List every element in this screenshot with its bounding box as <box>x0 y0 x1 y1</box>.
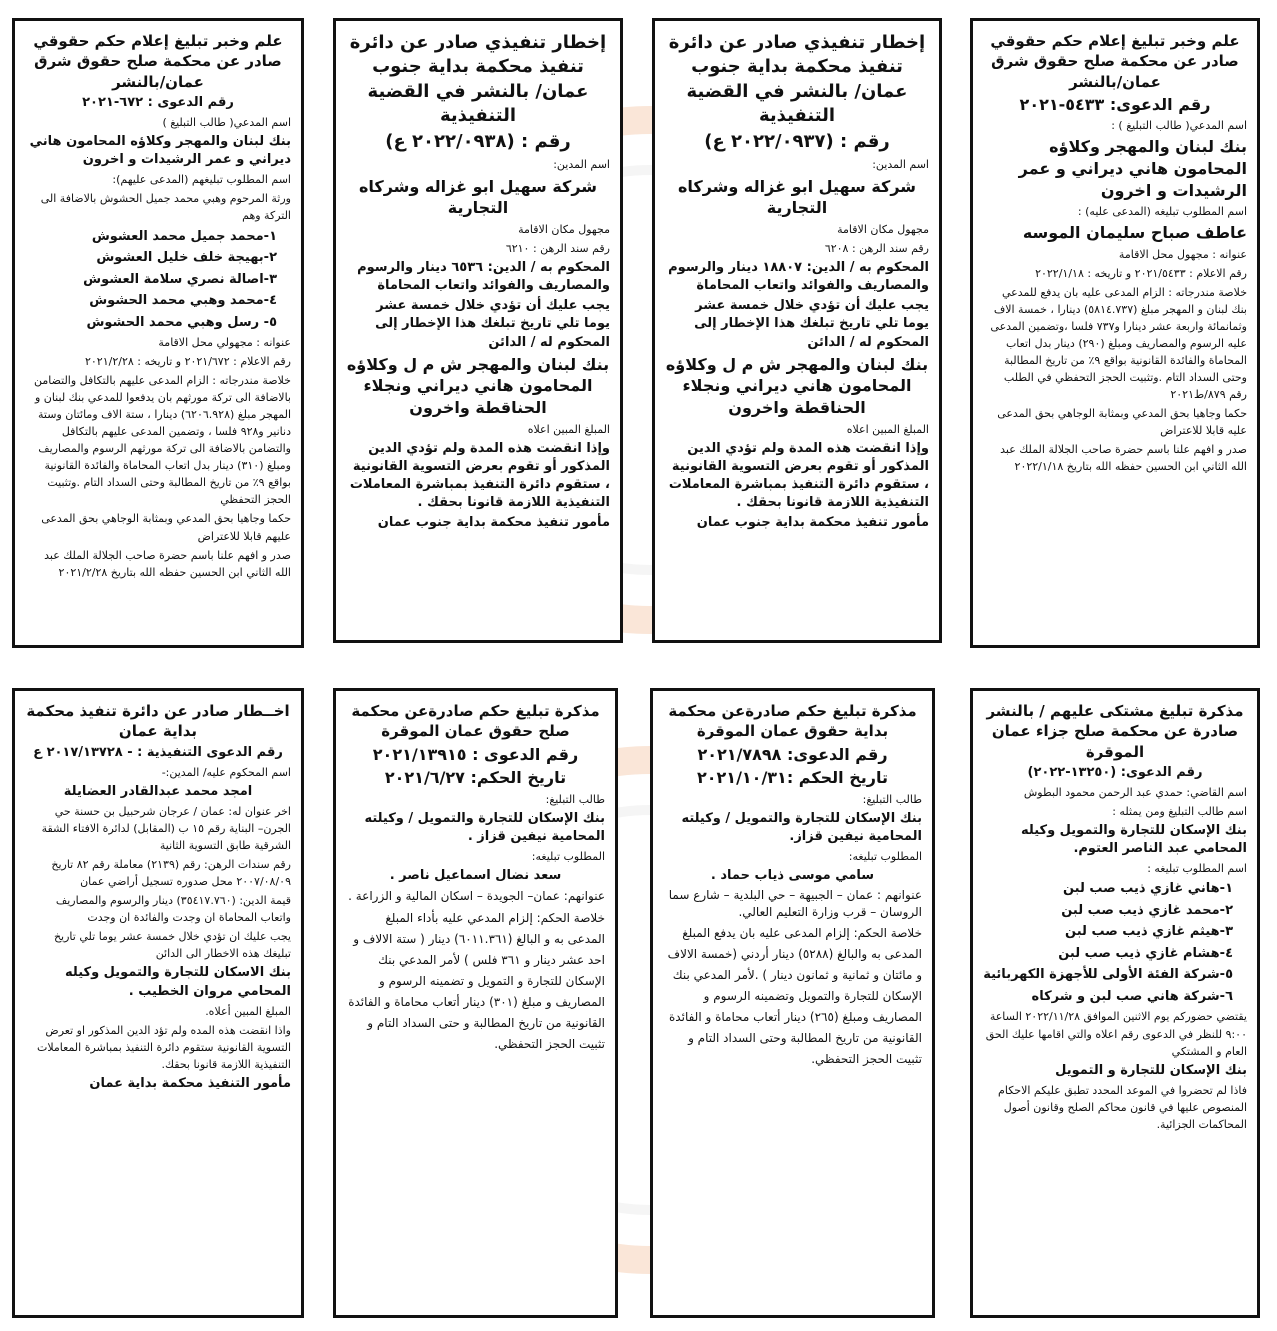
instruction: يجب عليك أن تؤدي خلال خمسة عشر يوما تلي تاريخ تبلغك هذا الإخطار إلى المحكوم له / الدائن <box>375 298 610 350</box>
judgment-summary: خلاصة الحكم: إلزام المدعى عليه بان يدفع المبلغ المدعى به والبالغ (٥٢٨٨) دينار أردني (خمسة الالاف و مائتان و ثمانية و ثمانون دينار ) .لأمر المدعي بنك الإسكان للتجارة والتمويل وتضمينه الرسوم و المصاريف ومبلغ (٢٦٥) دينار أتعاب محاماة و الفائدة القانونية من تاريخ المطالبة وحتى السداد التام و تثبيت الحجز التحفظي. <box>667 925 922 1066</box>
warning: وإذا انقضت هذه المدة ولم تؤدي الدين المذكور أو تقوم بعرض التسوية القانونية ، ستقوم دائرة التنفيذ بمباشرة المعاملات التنفيذية اللازمة قانونا بحقك . <box>349 440 610 511</box>
targets-label: اسم المطلوب تبليغه : <box>1147 862 1247 876</box>
plaintiff-label: اسم المدعي( طالب التبليغ ) <box>162 115 291 129</box>
defendants-list <box>25 227 291 333</box>
signature: مأمور تنفيذ محكمة بداية جنوب عمان <box>377 515 610 531</box>
amount-note: المبلغ المبين اعلاه <box>846 422 929 436</box>
notice-eastern-amman-civil-5433 <box>970 18 1260 648</box>
instruction: يجب عليك أن تؤدي خلال خمسة عشر يوما تلي تاريخ تبلغك هذا الإخطار إلى المحكوم له / الدائن <box>694 298 929 350</box>
summary: خلاصة مندرجاته : الزام المدعى عليه بان يدفع للمدعي بنك لبنان و المهجر مبلغ (٥٨١٤.٧٣٧) دينارا ، خمسة الاف وثمانمائة واربعة عشر دينارا و٧٣٧ فلسا ،وتضمين المدعى عليه الرسوم والمصاريف ومبلغ (٢٩٠) دينار بدل اتعاب المحاماة والفائدة القانونية بواقع ٩٪ من تاريخ المطالبة وحتى السداد التام .وتثبيت الحجز التحفظي في الطلب رقم ٨٧٩/ط٢٠٢١ <box>990 285 1247 402</box>
amount: قيمة الدين: (٣٥٤١٧.٧٦٠) دينار والرسوم والمصاريف واتعاب المحاماة ان وجدت والفائدة ان وجدت <box>55 894 291 925</box>
notice-eastern-amman-civil-672 <box>12 18 304 648</box>
address: عنوانه : مجهول محل الاقامة <box>1118 247 1247 261</box>
list-item: ٢-محمد غازي ذيب صب لبن <box>1061 902 1233 918</box>
case-number: رقم الدعوى: (١٣٢٥٠-٢٠٢٢) <box>1027 764 1203 780</box>
requester: بنك الإسكان للتجارة والتمويل وكيله المحامي عبد الناصر العتوم. <box>1021 823 1247 857</box>
requester-label: طالب التبليغ: <box>545 792 605 806</box>
address: اخر عنوان له: عمان / عرجان شرحبيل بن حسنة حي الجرن– البناية رقم ١٥ ب (المقابل) لدائرة الافتاء الشقة الشرقية طابق التسوية الثانية <box>41 804 291 853</box>
list-item: ٥-شركة الفئة الأولى للأجهزة الكهربائية <box>983 967 1233 983</box>
list-item: ١-محمد جميل محمد العشوش <box>91 228 277 244</box>
notice-title: مذكرة تبليغ مشتكى عليهم / بالنشر صادرة عن محكمة صلح جزاء عمان الموقرة <box>986 702 1244 761</box>
address: عنوانهم : عمان – الجبيهة – حي البلدية – شارع سما الروسان – قرب وزارة التعليم العالي. <box>668 888 922 920</box>
signature: مأمور التنفيذ محكمة بداية عمان <box>89 1075 291 1091</box>
notice-title: مذكرة تبليغ حكم صادرةعن محكمة صلح حقوق عمان الموقرة <box>351 702 600 741</box>
notice-amman-penal-13250 <box>970 688 1260 1318</box>
notice-title: مذكرة تبليغ حكم صادرةعن محكمة بداية حقوق عمان الموقرة <box>668 702 917 741</box>
judgment-date: تاريخ الحكم :٢٠٢١/١٠/٣١ <box>697 768 888 788</box>
judgment-date: تاريخ الحكم: ٢٠٢١/٦/٢٧ <box>384 768 567 788</box>
case-number: رقم الدعوى: ٢٠٢١/٧٨٩٨ <box>697 744 888 764</box>
debtor-label: اسم المدين: <box>553 158 610 172</box>
verdict: حكما وجاهيا بحق المدعي وبمثابة الوجاهي بحق المدعى عليه قابلا للاعتراض <box>997 407 1247 438</box>
debtor-label: اسم المدين: <box>872 158 929 172</box>
plaintiff-label: اسم المدعي( طالب التبليغ ) : <box>1111 119 1247 133</box>
bond-number: رقم سندات الرهن: رقم (٢١٣٩) معاملة رقم ٨٢ تاريخ ٢٠٠٧/٠٨/٠٩ محل صدوره تسجيل أراضي عمان <box>51 858 291 889</box>
plaintiff-name: بنك لبنان والمهجر وكلاؤه المحامون هاني ديراني و عمر الرشيدات و اخرون <box>1018 137 1247 200</box>
verdict: حكما وجاهيا بحق المدعي وبمثابة الوجاهي بحق المدعى عليهم قابلا للاعتراض <box>41 512 291 543</box>
list-item: ٣-اصالة نصري سلامة العشوش <box>83 271 277 287</box>
bond-number: رقم سند الرهن : ٦٢٠٨ <box>824 241 929 255</box>
targets-list <box>983 879 1247 1006</box>
case-number: رقم الدعوى : ٦٧٢-٢٠٢١ <box>82 94 234 110</box>
amount: المحكوم به / الدين: ١٨٨٠٧ دينار والرسوم والمصاريف والفوائد واتعاب المحاماة <box>668 259 929 293</box>
case-number: رقم الدعوى التنفيذية : - ٢٠١٧/١٣٧٢٨ ع <box>33 744 283 760</box>
defendant-label: اسم المطلوب تبليغه (المدعى عليه) : <box>1077 205 1247 219</box>
debtor-name: شركة سهيل ابو غزاله وشركاه التجارية <box>358 176 598 218</box>
notice-amman-magistrate-13915 <box>333 688 618 1318</box>
case-number: رقم الدعوى: ٥٤٣٣-٢٠٢١ <box>1019 94 1211 114</box>
case-number: رقم : (٢٠٢٢/٠٩٣٨ ع) <box>385 131 571 153</box>
list-item: ٥- رسل وهبي محمد الحشوش <box>86 314 277 330</box>
complainant: بنك الإسكان للتجارة و التمويل <box>1055 1062 1247 1078</box>
address: عنوانه : مجهولي محل الاقامة <box>158 336 291 349</box>
amount-note: المبلغ المبين أعلاه. <box>205 1004 291 1018</box>
target: سعد نضال اسماعيل ناصر . <box>389 868 562 884</box>
heirs: ورثة المرحوم وهبي محمد جميل الحشوش بالاضافة الى التركة وهم <box>40 192 291 223</box>
closing: صدر و افهم علنا باسم حضرة صاحب الجلالة الملك عبد الله الثاني ابن الحسين حفظه الله بتاريخ ٢٠٢٢/١/١٨ <box>1000 443 1247 474</box>
notice-number: رقم الاعلام : ٢٠٢١/٥٤٣٣ و تاريخه : ٢٠٢٢/١/١٨ <box>1035 266 1247 280</box>
case-number: رقم : (٢٠٢٢/٠٩٣٧ ع) <box>704 131 890 153</box>
notice-execution-south-amman-0938 <box>333 18 623 643</box>
residence: مجهول مكان الاقامة <box>518 222 610 236</box>
creditor: بنك لبنان والمهجر ش م ل وكلاؤه المحامون هاني ديراني ونجلاء الحناقطة واخرون <box>665 354 929 417</box>
judge: اسم القاضي: حمدي عبد الرحمن محمود البطوش <box>1023 785 1247 799</box>
closing: صدر و افهم علنا باسم حضرة صاحب الجلالة الملك عبد الله الثاني ابن الحسين حفظه الله بتاريخ ٢٠٢١/٢/٢٨ <box>44 548 291 579</box>
case-number: رقم الدعوى : ٢٠٢١/١٣٩١٥ <box>372 744 579 764</box>
judgment-summary: خلاصة الحكم: إلزام المدعي عليه بأداء المبلغ المدعى به و البالغ (٦٠١١.٣٦١) دينار ( ستة الالاف و احد عشر دينار و ٣٦١ فلس ) لأمر المدعي بنك الإسكان للتجارة و التمويل و تضمينه الرسوم و المصاريف و مبلغ (٣٠١) دينار أتعاب محاماة و الفائدة القانونية من تاريخ المطالبة و حتى السداد التام و تثبيت الحجز التحفظي. <box>348 910 605 1051</box>
signature: مأمور تنفيذ محكمة بداية جنوب عمان <box>696 515 929 531</box>
list-item: ٦-شركة هاني صب لبن و شركاه <box>1031 988 1233 1004</box>
notice-title: اخــطار صادر عن دائرة تنفيذ محكمة بداية عمان <box>26 702 290 741</box>
list-item: ١-هاني غازي ذيب صب لبن <box>1062 881 1233 897</box>
list-item: ٢-بهيجة خلف خليل العشوش <box>96 250 277 265</box>
requester: بنك الإسكان للتجارة والتمويل / وكيلته المحامية نيفين قزاز. <box>681 810 922 844</box>
notice-title: علم وخبر تبليغ إعلام حكم حقوقي صادر عن محكمة صلح حقوق شرق عمان/بالنشر <box>990 32 1240 91</box>
notice-number: رقم الاعلام : ٢٠٢١/٦٧٢ و تاريخه : ٢٠٢١/٢/٢٨ <box>84 355 291 369</box>
summons: يقتضي حضوركم يوم الاثنين الموافق ٢٠٢٢/١١/٢٨ الساعة ٩:٠٠ للنظر في الدعوى رقم اعلاه والتي اقامها عليك الحق العام و المشتكي <box>985 1010 1247 1058</box>
creditor: بنك الاسكان للتجارة والتمويل وكيله المحامي مروان الخطيب . <box>65 965 291 999</box>
notice-execution-south-amman-0937 <box>652 18 942 643</box>
notice-title: إخطار تنفيذي صادر عن دائرة تنفيذ محكمة بداية جنوب عمان/ بالنشر في القضية التنفيذية <box>349 32 607 126</box>
warning: وإذا انقضت هذه المدة ولم تؤدي الدين المذكور أو تقوم بعرض التسوية القانونية ، ستقوم دائرة التنفيذ بمباشرة المعاملات التنفيذية اللازمة قانونا بحقك . <box>668 440 929 511</box>
notice-title: علم وخبر تبليغ إعلام حكم حقوقي صادر عن محكمة صلح حقوق شرق عمان/بالنشر <box>33 32 283 91</box>
warning: واذا انقضت هذه المده ولم تؤد الدين المذكور او تعرض التسوية القانونية ستقوم دائرة التنفيذ بمباشرة المعاملات التنفيذية اللازمة قانونا بحقك. <box>36 1023 291 1071</box>
debtor-name: شركة سهيل ابو غزاله وشركاه التجارية <box>677 176 917 218</box>
bond-number: رقم سند الرهن : ٦٢١٠ <box>505 241 610 255</box>
requester-label: اسم طالب التبليغ ومن يمثله : <box>1112 804 1247 818</box>
list-item: ٤-هشام غازي ذيب صب لبن <box>1058 945 1233 961</box>
debtor-label: اسم المحكوم عليه/ المدين:- <box>161 765 291 779</box>
requester: بنك الإسكان للتجارة والتمويل / وكيلته المحامية نيفين قزاز . <box>364 810 605 844</box>
target: سامي موسى ذياب حماد . <box>710 868 875 884</box>
requester-label: طالب التبليغ: <box>862 792 922 806</box>
notice-execution-amman-13728 <box>12 688 304 1318</box>
notice-amman-first-instance-7898 <box>650 688 935 1318</box>
list-item: ٣-هيثم غازي ذيب صب لبن <box>1065 924 1233 940</box>
summary: خلاصة مندرجاته : الزام المدعى عليهم بالتكافل والتضامن بالاضافة الى تركة مورثهم بان يدفعوا للمدعي بنك لبنان و المهجر مبلغ (٦٢٠٦.٩٢٨) دينارا ، ستة الاف ومائتان وستة دنانير و٩٢٨ فلسا ، وتضمين المدعى عليهم بالتكافل والتضامن بالاضافة الى تركة مورثهم الرسوم والمصاريف ومبلغ (٣١٠) دينار بدل اتعاب المحاماة والفائدة القانونية بواقع ٩٪ من تاريخ المطالبة وحتى السداد التام .وتثبيت الحجز التحفظي <box>33 374 291 507</box>
plaintiff-name: بنك لبنان والمهجر وكلاؤه المحامون هاني ديراني و عمر الرشيدات و اخرون <box>29 133 291 168</box>
list-item: ٤-محمد وهبي محمد الحشوش <box>89 293 277 308</box>
amount: المحكوم به / الدين: ٦٥٣٦ دينار والرسوم والمصاريف والفوائد واتعاب المحاماة <box>357 259 610 293</box>
residence: مجهول مكان الاقامة <box>837 222 929 236</box>
defendant-name: عاطف صباح سليمان الموسه <box>1022 223 1247 243</box>
defendant-label: اسم المطلوب تبليغهم (المدعى عليهم): <box>112 173 291 187</box>
creditor: بنك لبنان والمهجر ش م ل وكلاؤه المحامون هاني ديراني ونجلاء الحناقطة واخرون <box>346 354 610 417</box>
notice-title: إخطار تنفيذي صادر عن دائرة تنفيذ محكمة بداية جنوب عمان/ بالنشر في القضية التنفيذية <box>668 32 926 126</box>
closing: فاذا لم تحضروا في الموعد المحدد تطبق عليكم الاحكام المنصوص عليها في قانون محاكم الصلح وقانون أصول المحاكمات الجزائية. <box>998 1083 1247 1131</box>
target-label: المطلوب تبليغه: <box>848 850 922 864</box>
target-label: المطلوب تبليغه: <box>531 850 605 864</box>
debtor-name: امجد محمد عبدالقادر العضايلة <box>63 783 253 799</box>
amount-note: المبلغ المبين اعلاه <box>527 422 610 436</box>
instruction: يجب عليك ان تؤدي خلال خمسة عشر يوما تلي تاريخ تبليغك هذه الاخطار الى الدائن <box>53 930 291 961</box>
address: عنوانهم: عمان– الجويدة – اسكان المالية و الزراعة . <box>348 889 605 904</box>
